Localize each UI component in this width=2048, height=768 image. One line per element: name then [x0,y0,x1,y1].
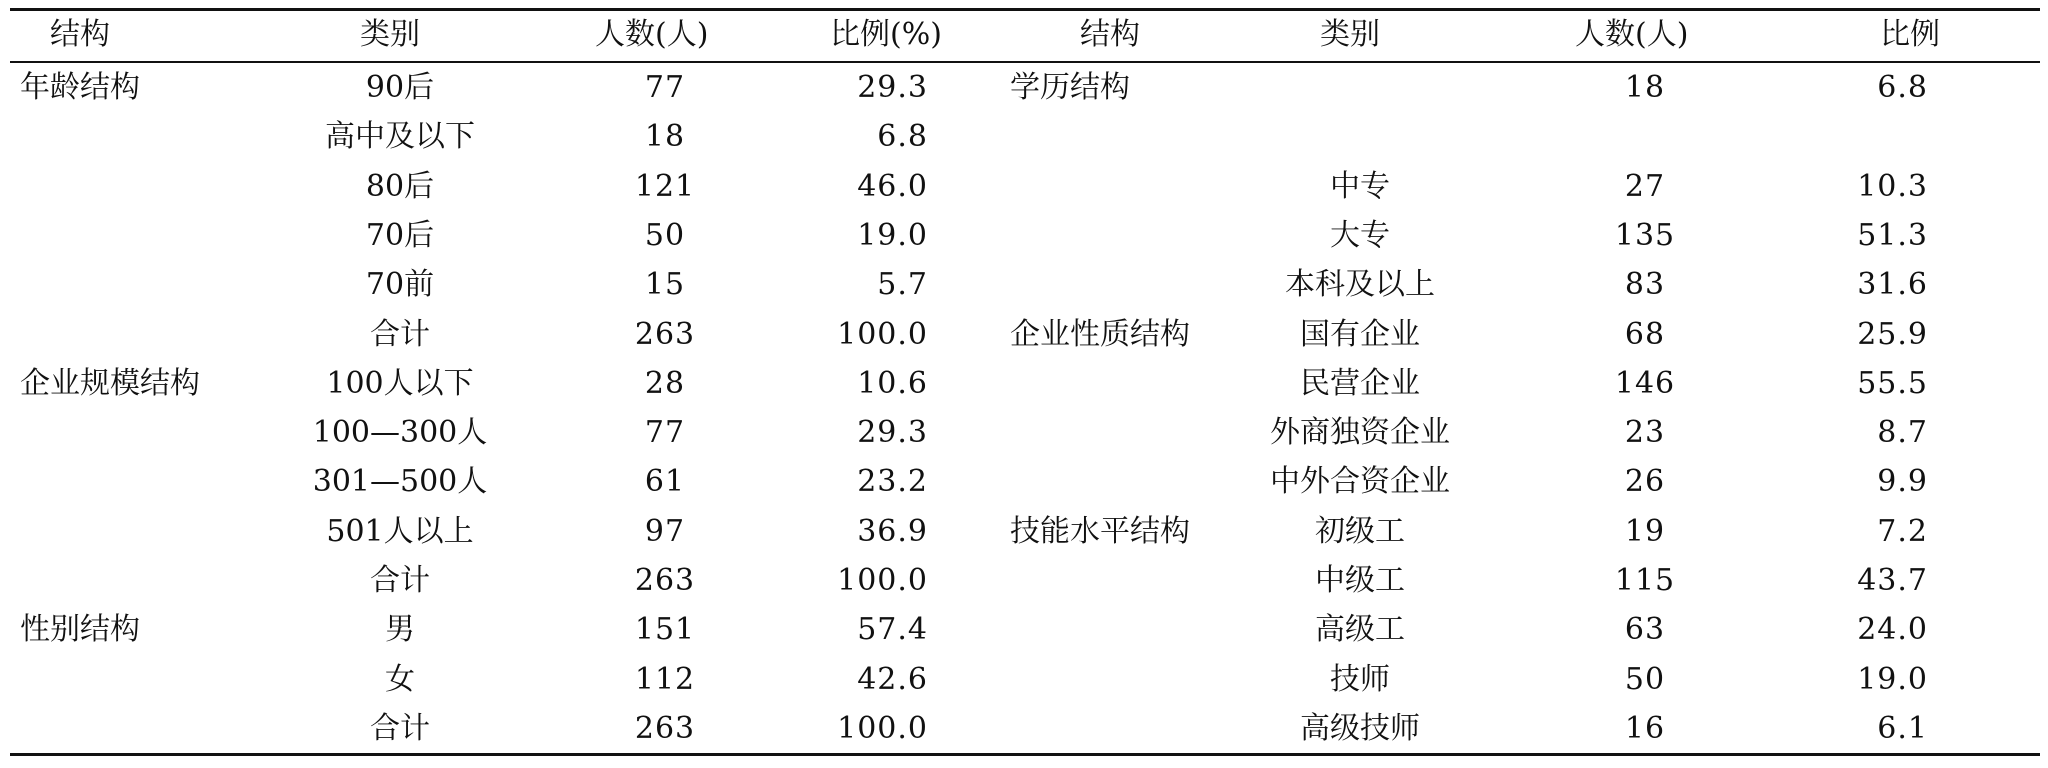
ratio-cell: 9.9 [1877,464,1928,499]
count-cell: 50 [644,218,686,253]
ratio-cell: 7.2 [1877,514,1928,549]
count-cell: 50 [1624,662,1666,697]
ratio-cell: 6.1 [1877,711,1928,746]
ratio-cell: 8.7 [1877,415,1928,450]
count-cell: 61 [644,464,686,499]
category-cell: 民营企业 [1300,366,1420,401]
category-cell: 90后 [365,70,435,105]
count-cell: 18 [644,119,686,154]
column-header: 结构 [50,17,110,52]
category-cell: 中外合资企业 [1270,464,1450,499]
ratio-cell: 6.8 [877,119,928,154]
count-cell: 77 [644,415,686,450]
ratio-cell: 19.0 [857,218,928,253]
count-cell: 28 [644,366,686,401]
ratio-cell: 100.0 [837,711,928,746]
category-cell: 301—500人 [312,464,488,499]
structure-cell: 企业规模结构 [20,366,200,401]
ratio-cell: 51.3 [1857,218,1928,253]
structure-cell: 技能水平结构 [1010,514,1190,549]
ratio-cell: 5.7 [877,267,928,302]
category-cell: 大专 [1330,218,1390,253]
category-cell: 中级工 [1315,563,1405,598]
count-cell: 19 [1624,514,1666,549]
count-cell: 18 [1624,70,1666,105]
column-header: 比例(%) [830,17,942,52]
category-cell: 80后 [365,169,435,204]
count-cell: 112 [634,662,696,697]
category-cell: 合计 [370,563,430,598]
table-bottom-rule [10,753,2040,756]
ratio-cell: 100.0 [837,563,928,598]
ratio-cell: 46.0 [857,169,928,204]
category-cell: 501人以上 [326,514,474,549]
count-cell: 135 [1614,218,1676,253]
category-cell: 高级技师 [1300,711,1420,746]
ratio-cell: 23.2 [857,464,928,499]
column-header: 类别 [360,17,420,52]
structure-cell: 学历结构 [1010,70,1130,105]
count-cell: 83 [1624,267,1666,302]
column-header: 人数(人) [595,17,709,52]
count-cell: 263 [634,563,696,598]
structure-cell: 企业性质结构 [1010,317,1190,352]
count-cell: 115 [1614,563,1676,598]
category-cell: 国有企业 [1300,317,1420,352]
count-cell: 23 [1624,415,1666,450]
count-cell: 121 [634,169,696,204]
count-cell: 26 [1624,464,1666,499]
column-header: 比例 [1880,17,1940,52]
ratio-cell: 36.9 [857,514,928,549]
count-cell: 27 [1624,169,1666,204]
category-cell: 100—300人 [312,415,488,450]
category-cell: 初级工 [1315,514,1405,549]
category-cell: 男 [385,612,415,647]
count-cell: 263 [634,317,696,352]
ratio-cell: 55.5 [1857,366,1928,401]
count-cell: 68 [1624,317,1666,352]
count-cell: 97 [644,514,686,549]
table-top-rule [10,8,2040,11]
ratio-cell: 29.3 [857,415,928,450]
structure-cell: 年龄结构 [20,70,140,105]
ratio-cell: 100.0 [837,317,928,352]
category-cell: 本科及以上 [1285,267,1435,302]
category-cell: 外商独资企业 [1270,415,1450,450]
ratio-cell: 6.8 [1877,70,1928,105]
ratio-cell: 43.7 [1857,563,1928,598]
count-cell: 16 [1624,711,1666,746]
category-cell: 70前 [365,267,435,302]
count-cell: 63 [1624,612,1666,647]
category-cell: 女 [385,662,415,697]
ratio-cell: 10.6 [857,366,928,401]
category-cell: 高级工 [1315,612,1405,647]
category-cell: 合计 [370,317,430,352]
ratio-cell: 25.9 [1857,317,1928,352]
category-cell: 70后 [365,218,435,253]
column-header: 类别 [1320,17,1380,52]
count-cell: 15 [644,267,686,302]
table-header-rule [10,61,2040,63]
column-header: 结构 [1080,17,1140,52]
count-cell: 146 [1614,366,1676,401]
count-cell: 263 [634,711,696,746]
category-cell: 100人以下 [326,366,474,401]
ratio-cell: 57.4 [857,612,928,647]
category-cell: 合计 [370,711,430,746]
category-cell: 中专 [1330,169,1390,204]
count-cell: 77 [644,70,686,105]
ratio-cell: 42.6 [857,662,928,697]
ratio-cell: 10.3 [1857,169,1928,204]
ratio-cell: 19.0 [1857,662,1928,697]
category-cell: 技师 [1330,662,1390,697]
column-header: 人数(人) [1575,17,1689,52]
ratio-cell: 29.3 [857,70,928,105]
category-cell: 高中及以下 [325,119,475,154]
count-cell: 151 [634,612,696,647]
ratio-cell: 24.0 [1857,612,1928,647]
ratio-cell: 31.6 [1857,267,1928,302]
structure-cell: 性别结构 [20,612,140,647]
